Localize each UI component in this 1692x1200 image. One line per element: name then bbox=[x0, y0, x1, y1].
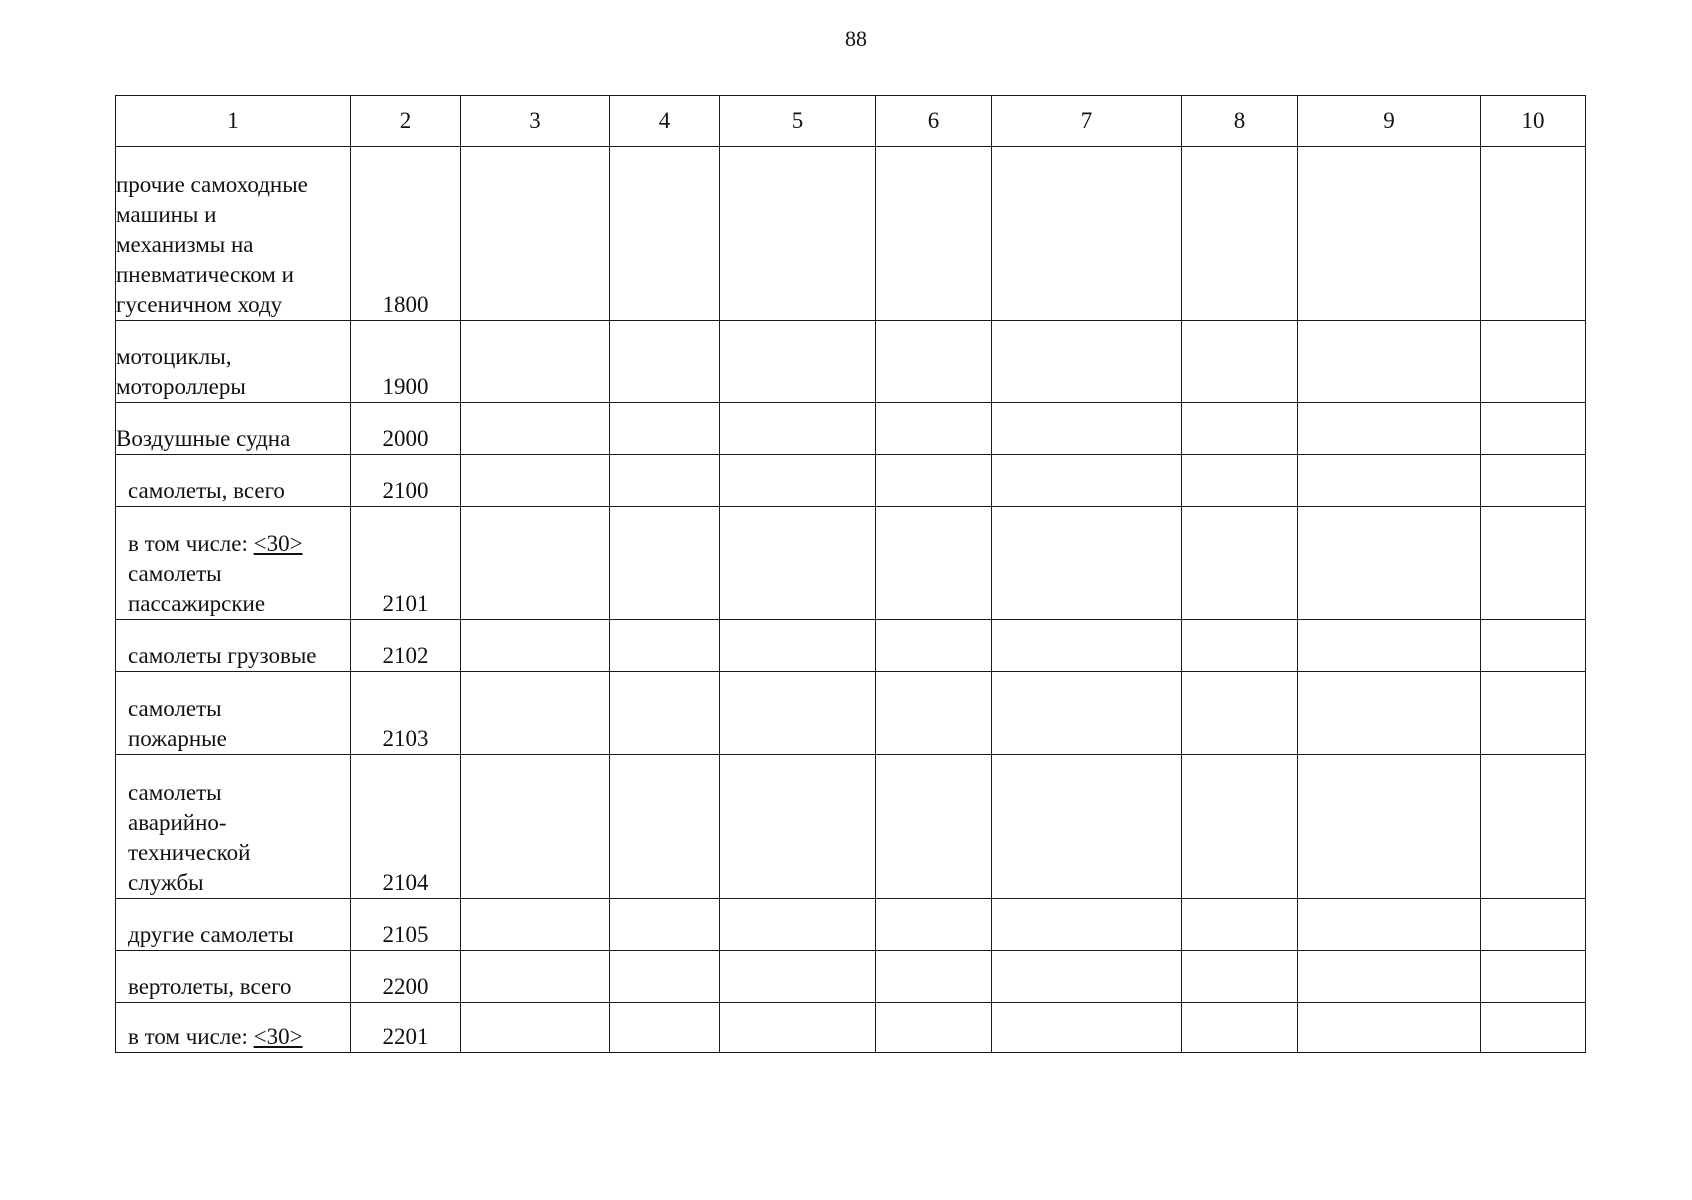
row-label bbox=[116, 147, 351, 321]
empty-cell bbox=[876, 899, 992, 951]
empty-cell bbox=[876, 147, 992, 321]
empty-cell bbox=[461, 672, 610, 755]
empty-cell bbox=[1182, 321, 1298, 403]
row-code: 1900 bbox=[351, 321, 461, 403]
empty-cell bbox=[610, 755, 720, 899]
empty-cell bbox=[610, 620, 720, 672]
empty-cell bbox=[876, 507, 992, 620]
empty-cell bbox=[610, 899, 720, 951]
empty-cell bbox=[720, 755, 876, 899]
row-label bbox=[116, 620, 351, 672]
empty-cell bbox=[876, 951, 992, 1003]
row-label-text: самолеты bbox=[128, 561, 222, 586]
row-label-text: в том числе: bbox=[128, 531, 254, 556]
empty-cell bbox=[1298, 403, 1481, 455]
empty-cell bbox=[992, 403, 1182, 455]
column-header: 5 bbox=[720, 96, 876, 147]
data-table bbox=[115, 95, 1586, 1053]
empty-cell bbox=[1182, 1003, 1298, 1053]
row-label-line bbox=[128, 589, 350, 619]
empty-cell bbox=[876, 672, 992, 755]
empty-cell bbox=[1182, 951, 1298, 1003]
table-row bbox=[116, 1003, 1586, 1053]
row-code: 2102 bbox=[351, 620, 461, 672]
empty-cell bbox=[720, 672, 876, 755]
empty-cell bbox=[1298, 899, 1481, 951]
row-label bbox=[116, 755, 351, 899]
row-label-text: механизмы на bbox=[116, 232, 254, 257]
empty-cell bbox=[992, 755, 1182, 899]
row-label-line bbox=[116, 260, 350, 290]
empty-cell bbox=[1182, 455, 1298, 507]
row-label-line bbox=[116, 424, 350, 454]
empty-cell bbox=[720, 455, 876, 507]
row-label-line bbox=[128, 920, 350, 950]
empty-cell bbox=[610, 403, 720, 455]
row-label-line bbox=[128, 838, 350, 868]
column-header: 4 bbox=[610, 96, 720, 147]
empty-cell bbox=[610, 672, 720, 755]
empty-cell bbox=[720, 620, 876, 672]
row-code: 2100 bbox=[351, 455, 461, 507]
empty-cell bbox=[1182, 672, 1298, 755]
empty-cell bbox=[610, 321, 720, 403]
empty-cell bbox=[992, 507, 1182, 620]
table-row bbox=[116, 321, 1586, 403]
row-label-line bbox=[128, 808, 350, 838]
empty-cell bbox=[720, 147, 876, 321]
empty-cell bbox=[461, 147, 610, 321]
empty-cell bbox=[1298, 620, 1481, 672]
row-label-text: самолеты, всего bbox=[128, 478, 285, 503]
empty-cell bbox=[1481, 1003, 1586, 1053]
row-label-line bbox=[128, 529, 350, 559]
empty-cell bbox=[1182, 507, 1298, 620]
column-header: 2 bbox=[351, 96, 461, 147]
empty-cell bbox=[992, 672, 1182, 755]
empty-cell bbox=[992, 455, 1182, 507]
empty-cell bbox=[461, 951, 610, 1003]
empty-cell bbox=[1481, 755, 1586, 899]
row-code: 2201 bbox=[351, 1003, 461, 1053]
empty-cell bbox=[1298, 147, 1481, 321]
empty-cell bbox=[720, 507, 876, 620]
empty-cell bbox=[461, 507, 610, 620]
row-label-line bbox=[116, 230, 350, 260]
empty-cell bbox=[876, 755, 992, 899]
page-number: 88 bbox=[845, 26, 867, 51]
empty-cell bbox=[1298, 507, 1481, 620]
empty-cell bbox=[610, 1003, 720, 1053]
empty-cell bbox=[610, 951, 720, 1003]
empty-cell bbox=[1298, 951, 1481, 1003]
row-code: 2200 bbox=[351, 951, 461, 1003]
row-code: 2101 bbox=[351, 507, 461, 620]
empty-cell bbox=[992, 147, 1182, 321]
empty-cell bbox=[1182, 620, 1298, 672]
empty-cell bbox=[1481, 455, 1586, 507]
empty-cell bbox=[1182, 147, 1298, 321]
empty-cell bbox=[461, 620, 610, 672]
row-code: 2104 bbox=[351, 755, 461, 899]
table-row bbox=[116, 403, 1586, 455]
empty-cell bbox=[1298, 755, 1481, 899]
empty-cell bbox=[992, 1003, 1182, 1053]
row-label-text: самолеты bbox=[128, 780, 222, 805]
row-label-line bbox=[128, 778, 350, 808]
column-header: 9 bbox=[1298, 96, 1481, 147]
row-label bbox=[116, 321, 351, 403]
table-row bbox=[116, 951, 1586, 1003]
row-label-text: пассажирские bbox=[128, 591, 266, 616]
row-label-text: мотороллеры bbox=[116, 374, 246, 399]
empty-cell bbox=[992, 620, 1182, 672]
empty-cell bbox=[992, 321, 1182, 403]
empty-cell bbox=[1481, 951, 1586, 1003]
row-label bbox=[116, 951, 351, 1003]
column-header: 1 bbox=[116, 96, 351, 147]
row-label-text: машины и bbox=[116, 202, 217, 227]
table-row bbox=[116, 672, 1586, 755]
row-label bbox=[116, 507, 351, 620]
empty-cell bbox=[992, 899, 1182, 951]
row-label-line bbox=[116, 170, 350, 200]
row-label-line bbox=[116, 372, 350, 402]
empty-cell bbox=[1182, 755, 1298, 899]
empty-cell bbox=[1481, 507, 1586, 620]
empty-cell bbox=[461, 1003, 610, 1053]
row-label-line bbox=[116, 342, 350, 372]
empty-cell bbox=[461, 321, 610, 403]
empty-cell bbox=[720, 403, 876, 455]
empty-cell bbox=[876, 455, 992, 507]
row-label-line bbox=[128, 868, 350, 898]
row-code: 2105 bbox=[351, 899, 461, 951]
empty-cell bbox=[1481, 403, 1586, 455]
empty-cell bbox=[720, 951, 876, 1003]
empty-cell bbox=[461, 455, 610, 507]
empty-cell bbox=[1481, 899, 1586, 951]
table-row bbox=[116, 755, 1586, 899]
row-label-text: самолеты bbox=[128, 696, 222, 721]
empty-cell bbox=[461, 755, 610, 899]
row-label bbox=[116, 1003, 351, 1053]
empty-cell bbox=[1182, 899, 1298, 951]
empty-cell bbox=[1481, 321, 1586, 403]
empty-cell bbox=[610, 455, 720, 507]
table-row bbox=[116, 455, 1586, 507]
empty-cell bbox=[876, 403, 992, 455]
footnote-reference: <30> bbox=[253, 531, 303, 556]
empty-cell bbox=[720, 1003, 876, 1053]
row-label-line bbox=[116, 200, 350, 230]
empty-cell bbox=[461, 899, 610, 951]
footnote-reference: <30> bbox=[253, 1024, 303, 1049]
empty-cell bbox=[1298, 321, 1481, 403]
row-label-text: пожарные bbox=[128, 726, 227, 751]
row-label-line bbox=[116, 290, 350, 320]
empty-cell bbox=[720, 321, 876, 403]
row-label-text: Воздушные судна bbox=[116, 426, 291, 451]
empty-cell bbox=[461, 403, 610, 455]
row-code: 2000 bbox=[351, 403, 461, 455]
table-row bbox=[116, 620, 1586, 672]
column-header: 8 bbox=[1182, 96, 1298, 147]
empty-cell bbox=[876, 620, 992, 672]
column-header: 3 bbox=[461, 96, 610, 147]
empty-cell bbox=[876, 1003, 992, 1053]
row-label-text: самолеты грузовые bbox=[128, 643, 317, 668]
row-code: 2103 bbox=[351, 672, 461, 755]
row-label-text: другие самолеты bbox=[128, 922, 294, 947]
row-label-text: прочие самоходные bbox=[116, 172, 308, 197]
empty-cell bbox=[992, 951, 1182, 1003]
row-label-line bbox=[128, 694, 350, 724]
table-row bbox=[116, 507, 1586, 620]
row-label-line bbox=[128, 972, 350, 1002]
empty-cell bbox=[1298, 672, 1481, 755]
row-label-text: пневматическом и bbox=[116, 262, 294, 287]
row-code: 1800 bbox=[351, 147, 461, 321]
row-label-text: службы bbox=[128, 870, 204, 895]
row-label-text: аварийно- bbox=[128, 810, 227, 835]
row-label-line bbox=[128, 724, 350, 754]
row-label bbox=[116, 899, 351, 951]
empty-cell bbox=[1481, 672, 1586, 755]
empty-cell bbox=[876, 321, 992, 403]
row-label-text: мотоциклы, bbox=[116, 344, 232, 369]
empty-cell bbox=[1481, 147, 1586, 321]
empty-cell bbox=[1481, 620, 1586, 672]
row-label bbox=[116, 403, 351, 455]
empty-cell bbox=[1298, 1003, 1481, 1053]
row-label-line bbox=[128, 1022, 350, 1052]
empty-cell bbox=[610, 147, 720, 321]
column-header: 7 bbox=[992, 96, 1182, 147]
table-row bbox=[116, 147, 1586, 321]
empty-cell bbox=[610, 507, 720, 620]
table-row bbox=[116, 899, 1586, 951]
empty-cell bbox=[1182, 403, 1298, 455]
row-label-text: гусеничном ходу bbox=[116, 292, 283, 317]
column-header: 6 bbox=[876, 96, 992, 147]
row-label-line bbox=[128, 641, 350, 671]
row-label bbox=[116, 455, 351, 507]
empty-cell bbox=[720, 899, 876, 951]
row-label-line bbox=[128, 476, 350, 506]
column-header: 10 bbox=[1481, 96, 1586, 147]
empty-cell bbox=[1298, 455, 1481, 507]
row-label-text: технической bbox=[128, 840, 251, 865]
row-label-text: вертолеты, всего bbox=[128, 974, 292, 999]
row-label-text: в том числе: bbox=[128, 1024, 254, 1049]
row-label bbox=[116, 672, 351, 755]
header-row bbox=[116, 96, 1586, 147]
row-label-line bbox=[128, 559, 350, 589]
